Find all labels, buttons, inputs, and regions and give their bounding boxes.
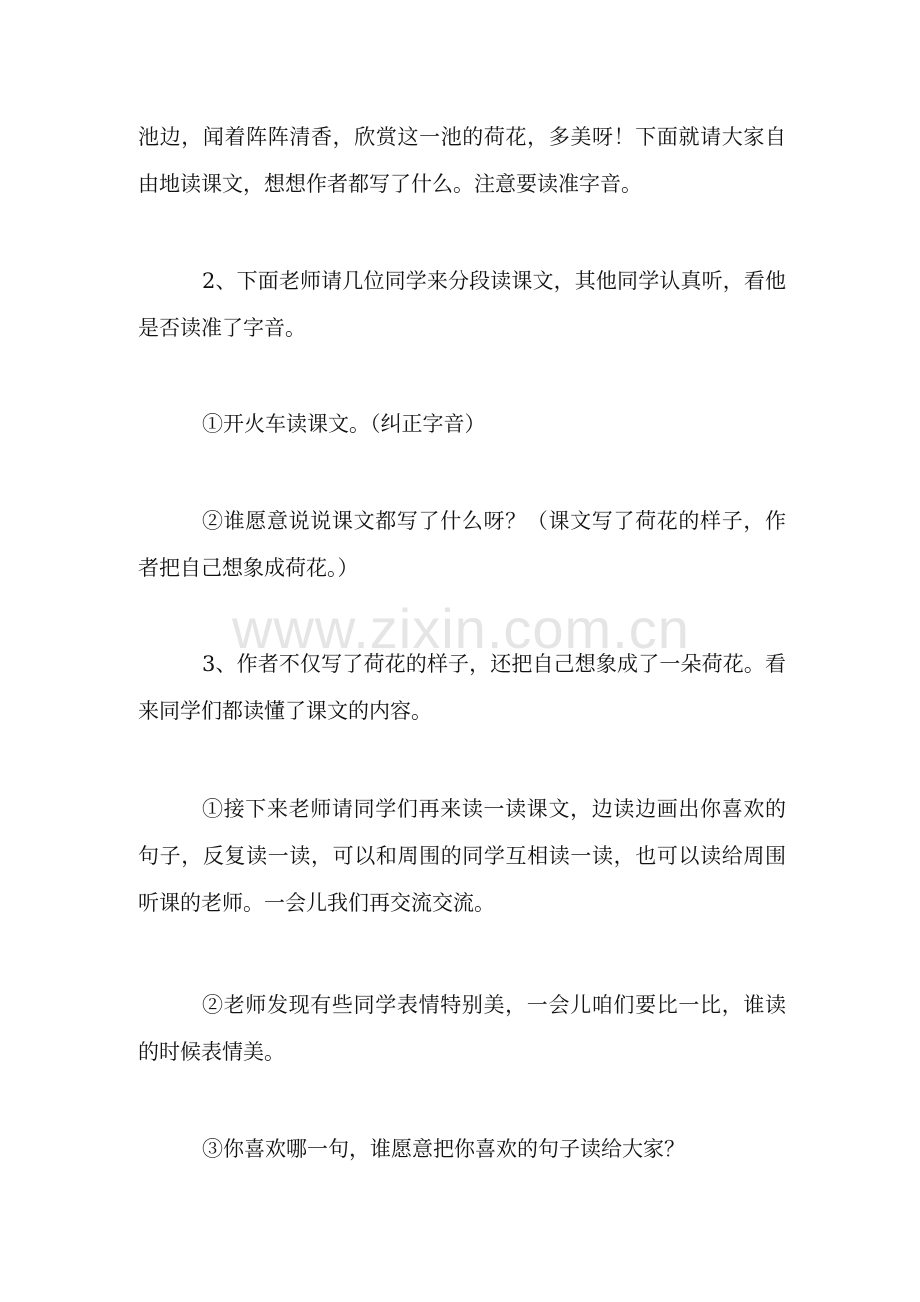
watermark: www.zixin.com.cn	[232, 597, 690, 660]
paragraph-1: 池边，闻着阵阵清香，欣赏这一池的荷花，多美呀！下面就请大家自由地读课文，想想作者都写了什么。注意要读准字音。	[138, 125, 786, 196]
paragraph-2: 2、下面老师请几位同学来分段读课文，其他同学认真听，看他是否读准了字音。	[138, 269, 786, 340]
paragraph-3: ①开火车读课文。（纠正字音）	[202, 412, 486, 436]
paragraph-5: 3、作者不仅写了荷花的样子，还把自己想象成了一朵荷花。看来同学们都读懂了课文的内容。	[138, 652, 786, 723]
paragraph-8: ③你喜欢哪一句，谁愿意把你喜欢的句子读给大家？	[202, 1137, 685, 1161]
paragraph-7: ②老师发现有些同学表情特别美，一会儿咱们要比一比，谁读的时候表情美。	[138, 993, 786, 1064]
paragraph-6: ①接下来老师请同学们再来读一读课文，边读边画出你喜欢的句子，反复读一读，可以和周围的同学互相读一读，也可以读给周围听课的老师。一会儿我们再交流交流。	[138, 797, 786, 915]
paragraph-4: ②谁愿意说说课文都写了什么呀？（课文写了荷花的样子，作者把自己想象成荷花。）	[138, 509, 786, 580]
